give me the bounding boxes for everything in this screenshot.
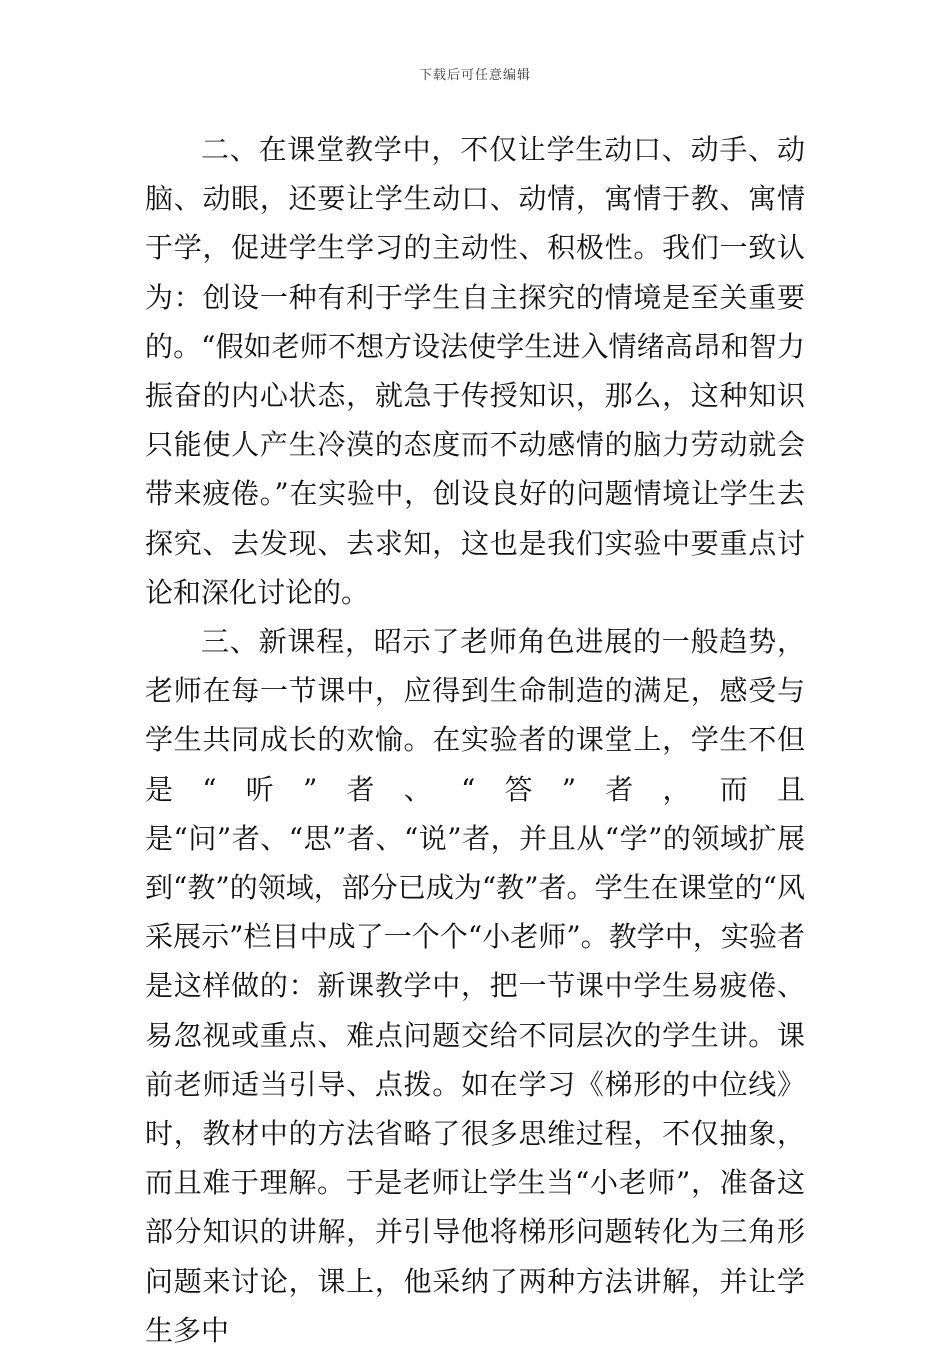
paragraph-3: 三、新课程，昭示了老师角色进展的一般趋势，老师在每一节课中，应得到生命制造的满足，感受与学生共同成长的欢愉。在实验者的课堂上，学生不但是“听”者、“答”者，而且是“问”者、“思”者、“说”者，并且从“学”的领域扩展到“教”的领域，部分已成为“教”者。学生在课堂的“风采展示”栏目中成了一个个“小老师”。教学中，实验者是这样做的：新课教学中，把一节课中学生易疲倦、易忽视或重点、难点问题交给不同层次的学生讲。课前老师适当引导、点拨。如在学习《梯形的中位线》时，教材中的方法省略了很多思维过程，不仅抽象，而且难于理解。于是老师让学生当“小老师”，准备这部分知识的讲解，并引导他将梯形问题转化为三角形问题来讨论，课上，他采纳了两种方法讲解，并让学生多中 [145,625,805,1347]
page-header-note: 下载后可任意编辑 [418,68,531,83]
paragraph-2: 二、在课堂教学中，不仅让学生动口、动手、动脑、动眼，还要让学生动口、动情，寓情于教、寓情于学，促进学生学习的主动性、积极性。我们一致认为：创设一种有利于学生自主探究的情境是至关重要的。“假如老师不想方设法使学生进入情绪高昂和智力振奋的内心状态，就急于传授知识，那么，这种知识只能使人产生冷漠的态度而不动感情的脑力劳动就会带来疲倦。”在实验中，创设良好的问题情境让学生去探究、去发现、去求知，这也是我们实验中要重点讨论和深化讨论的。 [145,133,805,609]
document-body [145,125,805,1355]
